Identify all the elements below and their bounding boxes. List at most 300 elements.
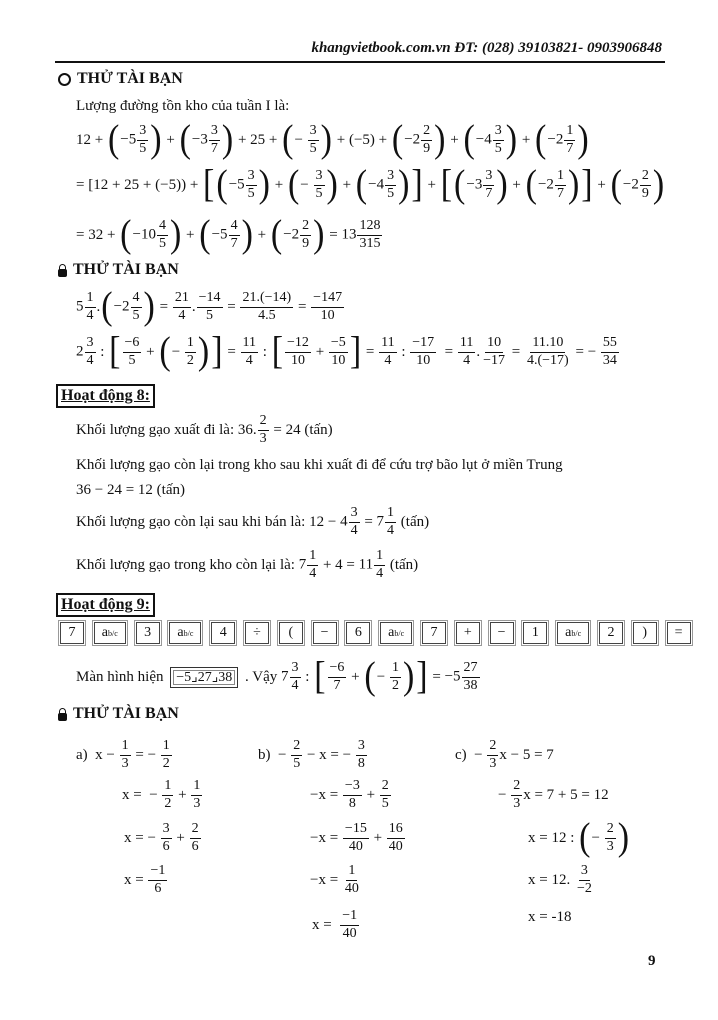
denominator: 5 [309, 140, 317, 156]
open-bracket: ( [287, 163, 300, 206]
activity-9-heading: Hoạt động 9: [56, 593, 155, 617]
math-text: + [593, 176, 610, 193]
mixed-number [341, 219, 383, 251]
numerator: 3 [314, 169, 325, 186]
math-text: = 32 + [76, 226, 120, 243]
whole-part: 7 [281, 668, 289, 685]
mixed-number [299, 549, 320, 581]
parenthesis-group [100, 285, 156, 328]
denominator: 40 [344, 880, 359, 896]
denominator: 38 [463, 677, 478, 693]
calculator-key [169, 622, 201, 644]
numerator: 2 [511, 779, 522, 796]
math-text: −x = [310, 786, 342, 803]
open-bracket: ( [216, 163, 228, 206]
fraction [385, 506, 396, 538]
denominator: 5 [128, 352, 136, 368]
mixed-number [114, 291, 143, 323]
math-text: + [347, 668, 364, 685]
math-text: Khối lượng gạo còn lại trong kho sau khi xuất đi để cứu trợ bão lụt ở miền Trung [76, 456, 563, 473]
fraction [605, 822, 616, 854]
numerator: 11 [241, 336, 258, 353]
denominator: 5 [158, 235, 166, 251]
numerator: 1 [385, 506, 396, 523]
close-bracket: ) [258, 163, 270, 206]
numerator: 2 [421, 124, 432, 141]
numerator: 1 [555, 169, 566, 186]
denominator: 4 [86, 352, 94, 368]
denominator: 2 [186, 352, 194, 368]
parenthesis-group [462, 118, 518, 161]
fraction [137, 124, 148, 156]
mixed-number [466, 169, 495, 201]
fraction [564, 124, 575, 156]
numerator: 3 [579, 864, 590, 881]
fraction [308, 124, 319, 156]
denominator: 5 [247, 185, 255, 201]
numerator: 1 [120, 739, 131, 756]
key-label-fraction: b/c [183, 628, 194, 638]
whole-part: −2 [547, 131, 564, 148]
fraction [291, 739, 302, 771]
math-text: Khối lượng gạo còn lại sau khi bán là: 12 − [76, 513, 341, 530]
whole-part: −5 [211, 226, 228, 243]
fraction [487, 739, 498, 771]
denominator: 7 [210, 140, 218, 156]
denominator: 5 [293, 755, 301, 771]
open-bracket: [ [314, 655, 326, 698]
math-text: = [508, 343, 524, 360]
numerator: 3 [349, 506, 360, 523]
lock-icon [58, 708, 67, 721]
whole-part: −2 [113, 298, 130, 315]
mixed-number [538, 169, 567, 201]
fraction [343, 864, 361, 896]
mixed-number [368, 169, 397, 201]
math-text: x = − [122, 786, 162, 803]
numerator: 1 [185, 336, 196, 353]
numerator: 2 [380, 779, 391, 796]
denominator: −17 [483, 352, 506, 368]
math-text: = [362, 343, 379, 360]
activity-8-heading: Hoạt động 8: [56, 384, 155, 408]
math-line [76, 500, 429, 544]
denominator: 10 [290, 352, 305, 368]
math-text: x − 5 = 7 [499, 746, 554, 763]
calculator-key: 7 [422, 622, 446, 644]
open-bracket: ( [579, 816, 591, 859]
numerator: 3 [246, 169, 257, 186]
fraction [328, 661, 347, 693]
key-label: a [565, 625, 572, 640]
math-text: = [223, 343, 240, 360]
numerator: −147 [311, 291, 344, 308]
math-text: . [191, 298, 196, 315]
math-text: : [96, 343, 109, 360]
parenthesis-group [363, 655, 415, 698]
calculator-display: −5⌟27⌟38 [170, 667, 238, 688]
intro-text: Lượng đường tồn kho của tuần I là: [76, 98, 290, 114]
denominator: 3 [259, 430, 267, 446]
denominator: 5 [381, 795, 389, 811]
open-bracket: [ [440, 163, 453, 206]
header-contact: khangvietbook.com.vn ĐT: (028) 39103821- 0903906848 [311, 40, 662, 56]
math-text: −x = [310, 829, 342, 846]
calculator-key: − [313, 622, 337, 644]
denominator: 4 [350, 522, 358, 538]
close-bracket: ) [434, 118, 446, 161]
numerator: −3 [343, 779, 362, 796]
math-text: (tấn) [397, 513, 430, 530]
numerator: −1 [340, 909, 359, 926]
fraction [493, 124, 504, 156]
denominator: 6 [162, 838, 170, 854]
whole-part: 4 [340, 513, 348, 530]
numerator: −17 [410, 336, 436, 353]
whole-part: 13 [341, 226, 357, 243]
key-label-fraction: b/c [571, 628, 582, 638]
denominator: 4 [309, 565, 317, 581]
math-line [76, 285, 345, 329]
parenthesis-group [610, 163, 666, 206]
calculator-key: + [456, 622, 480, 644]
open-bracket: [ [271, 330, 284, 373]
denominator: 7 [566, 140, 574, 156]
numerator: 16 [387, 822, 405, 839]
fraction [120, 739, 131, 771]
denominator: 315 [359, 235, 381, 251]
numerator: 1 [346, 864, 357, 881]
denominator: 3 [513, 795, 521, 811]
numerator: 3 [85, 336, 96, 353]
denominator: 7 [485, 185, 493, 201]
fraction [185, 336, 196, 368]
math-text: + 4 = [319, 556, 359, 573]
whole-part: −5 [228, 176, 245, 193]
fraction [197, 291, 223, 323]
whole-part: −2 [537, 176, 554, 193]
parenthesis-group [179, 118, 235, 161]
calculator-key [380, 622, 412, 644]
fraction [640, 169, 651, 201]
math-text: c) − [455, 746, 487, 763]
fraction [258, 414, 269, 446]
denominator: 5 [206, 307, 214, 323]
numerator: 2 [291, 739, 302, 756]
whole-part: −2 [404, 131, 421, 148]
section-title-text: THỬ TÀI BẠN [77, 70, 183, 87]
parenthesis-group [119, 213, 182, 256]
fraction [481, 336, 507, 368]
math-line [455, 733, 554, 777]
numerator: 3 [385, 169, 396, 186]
open-bracket: ( [454, 163, 466, 206]
calculator-key: ) [633, 622, 657, 644]
open-bracket: ( [107, 118, 120, 161]
page-number: 9 [648, 953, 656, 969]
denominator: 3 [121, 755, 129, 771]
close-bracket: ) [577, 118, 589, 161]
fraction [173, 291, 191, 323]
denominator: 5 [139, 140, 147, 156]
mixed-number [281, 661, 302, 693]
fraction [209, 124, 220, 156]
fraction [85, 291, 96, 323]
denominator: 3 [606, 838, 614, 854]
close-bracket: ) [617, 816, 630, 859]
close-bracket: ) [320, 118, 332, 161]
calculator-key: 2 [599, 622, 623, 644]
fraction [458, 336, 475, 368]
open-bracket: ( [463, 118, 475, 161]
numerator: 21 [173, 291, 191, 308]
denominator: 5 [315, 185, 323, 201]
parenthesis-group [270, 213, 326, 256]
fraction [374, 549, 385, 581]
section-title-text: THỬ TÀI BẠN [73, 705, 179, 722]
fraction [229, 219, 240, 251]
math-text: = [294, 298, 311, 315]
math-text: + [423, 176, 440, 193]
denominator: 7 [333, 677, 341, 693]
close-bracket: ) [398, 163, 410, 206]
math-text: = 24 (tấn) [269, 421, 333, 438]
fraction [148, 864, 167, 896]
math-text: −x = [310, 871, 342, 888]
numerator: −15 [343, 822, 369, 839]
numerator: 11 [458, 336, 475, 353]
mixed-number [229, 169, 258, 201]
bracket-group [440, 163, 594, 206]
math-text: x = -18 [528, 908, 572, 925]
calculator-key: = [667, 622, 691, 644]
fraction [290, 661, 301, 693]
denominator: 4 [384, 352, 392, 368]
parenthesis-group [158, 330, 210, 373]
math-text: = [12 + 25 + (−5)) + [76, 176, 203, 193]
denominator: 10 [331, 352, 346, 368]
math-text: = [437, 343, 457, 360]
fraction [511, 779, 522, 811]
fraction [85, 336, 96, 368]
close-bracket: ] [411, 163, 423, 206]
math-text: x = − [124, 829, 160, 846]
mixed-number [133, 219, 169, 251]
math-text: b) − [258, 746, 291, 763]
fraction [340, 909, 359, 941]
fraction [343, 822, 369, 854]
close-bracket: ) [652, 163, 665, 206]
numerator: 2 [605, 822, 616, 839]
open-bracket: ( [525, 163, 537, 206]
math-line [528, 895, 571, 939]
denominator: 7 [556, 185, 564, 201]
whole-part: −3 [466, 176, 483, 193]
math-text: + [182, 226, 199, 243]
numerator: 27 [462, 661, 480, 678]
section-title-1 [58, 70, 183, 88]
math-text: + [311, 343, 328, 360]
fraction [390, 661, 401, 693]
fraction [300, 219, 311, 251]
parenthesis-group [453, 163, 509, 206]
parenthesis-group [525, 163, 581, 206]
math-text: 12 + [76, 131, 107, 148]
math-line [76, 733, 173, 777]
numerator: 2 [258, 414, 269, 431]
math-text: (tấn) [386, 556, 419, 573]
math-text: . [96, 298, 101, 315]
section-title-3 [58, 705, 179, 723]
denominator: 9 [641, 185, 649, 201]
calculator-key: ÷ [245, 622, 269, 644]
open-bracket: [ [203, 163, 215, 206]
parenthesis-group [215, 163, 271, 206]
whole-part: −2 [283, 226, 300, 243]
math-text: : [301, 668, 314, 685]
numerator: 3 [483, 169, 494, 186]
denominator: 4.(−17) [527, 352, 569, 368]
close-bracket: ) [402, 655, 415, 698]
fraction [191, 779, 202, 811]
fraction [311, 291, 344, 323]
calculator-key: − [490, 622, 514, 644]
calculator-key: 1 [523, 622, 547, 644]
mixed-number [377, 506, 398, 538]
numerator: −6 [328, 661, 347, 678]
parenthesis-group [534, 118, 590, 161]
parenthesis-group [198, 213, 254, 256]
denominator: 4 [387, 522, 395, 538]
numerator: 1 [85, 291, 96, 308]
denominator: 4 [463, 352, 471, 368]
math-text: a) x − [76, 746, 119, 763]
denominator: 2 [162, 755, 170, 771]
mixed-number [623, 169, 652, 201]
parenthesis-group [281, 118, 333, 161]
math-text: Khối lượng gạo xuất đi là: 36. [76, 421, 257, 438]
close-bracket: ] [211, 330, 223, 373]
math-text: . Vậy [241, 668, 282, 685]
fraction [161, 739, 172, 771]
math-line [124, 858, 168, 902]
numerator: 1 [564, 124, 575, 141]
open-bracket: ( [120, 213, 132, 256]
mixed-number [283, 219, 312, 251]
math-text: + [253, 226, 270, 243]
calculator-key: ( [279, 622, 303, 644]
math-text: − x = − [303, 746, 355, 763]
fraction [246, 169, 257, 201]
numerator: 10 [485, 336, 503, 353]
denominator: 9 [302, 235, 310, 251]
fraction [162, 779, 173, 811]
denominator: 7 [230, 235, 238, 251]
mixed-number [212, 219, 241, 251]
denominator: 40 [342, 925, 357, 941]
close-bracket: ) [326, 163, 338, 206]
whole-part: 2 [76, 343, 84, 360]
math-text: . [476, 343, 481, 360]
calculator-key: 6 [346, 622, 370, 644]
close-bracket: ) [505, 118, 518, 161]
denominator: 10 [416, 352, 431, 368]
fraction [462, 661, 480, 693]
numerator: 11.10 [530, 336, 565, 353]
denominator: −2 [576, 880, 592, 896]
fraction [379, 336, 396, 368]
denominator: 4 [178, 307, 186, 323]
key-label: a [388, 625, 395, 640]
math-text: + [162, 131, 179, 148]
numerator: 3 [137, 124, 148, 141]
math-line [76, 330, 620, 374]
math-text: + [174, 786, 191, 803]
fraction [240, 291, 293, 323]
calculator-key [94, 622, 126, 644]
numerator: 2 [190, 822, 201, 839]
whole-part: 11 [358, 556, 374, 573]
math-line [498, 773, 609, 817]
fraction [601, 336, 619, 368]
close-bracket: ) [496, 163, 508, 206]
numerator: 11 [379, 336, 396, 353]
math-text: + [362, 786, 379, 803]
fraction [131, 291, 142, 323]
fraction [575, 864, 594, 896]
math-line [310, 773, 392, 817]
calculator-key-sequence [60, 622, 691, 644]
numerator: 21.(−14) [240, 291, 293, 308]
numerator: 4 [131, 291, 142, 308]
fraction [157, 219, 168, 251]
whole-part: −2 [622, 176, 639, 193]
math-text: − [498, 786, 511, 803]
parenthesis-group [107, 118, 163, 161]
close-bracket: ] [581, 163, 593, 206]
denominator: 34 [602, 352, 617, 368]
math-text: : [397, 343, 410, 360]
denominator: 8 [357, 755, 365, 771]
math-line [76, 163, 665, 207]
denominator: 3 [193, 795, 201, 811]
fraction [329, 336, 348, 368]
math-text: + [142, 343, 159, 360]
close-bracket: ) [241, 213, 253, 256]
denominator: 8 [348, 795, 356, 811]
open-bracket: ( [610, 163, 622, 206]
numerator: 2 [487, 739, 498, 756]
close-bracket: ) [169, 213, 182, 256]
mixed-number [192, 124, 221, 156]
key-label-fraction: b/c [108, 628, 118, 638]
math-text: − [591, 829, 604, 846]
fraction [356, 739, 367, 771]
math-text: = [223, 298, 240, 315]
math-text: + [270, 176, 287, 193]
math-text: + [369, 829, 386, 846]
math-text: x = [124, 871, 148, 888]
denominator: 2 [391, 677, 399, 693]
close-bracket: ] [416, 655, 428, 698]
fraction [385, 169, 396, 201]
denominator: 4 [291, 677, 299, 693]
math-text: + [508, 176, 525, 193]
math-line [312, 903, 360, 947]
numerator: 3 [290, 661, 301, 678]
math-text: Khối lượng gạo trong kho còn lại là: [76, 556, 299, 573]
open-bracket: ( [101, 285, 113, 328]
